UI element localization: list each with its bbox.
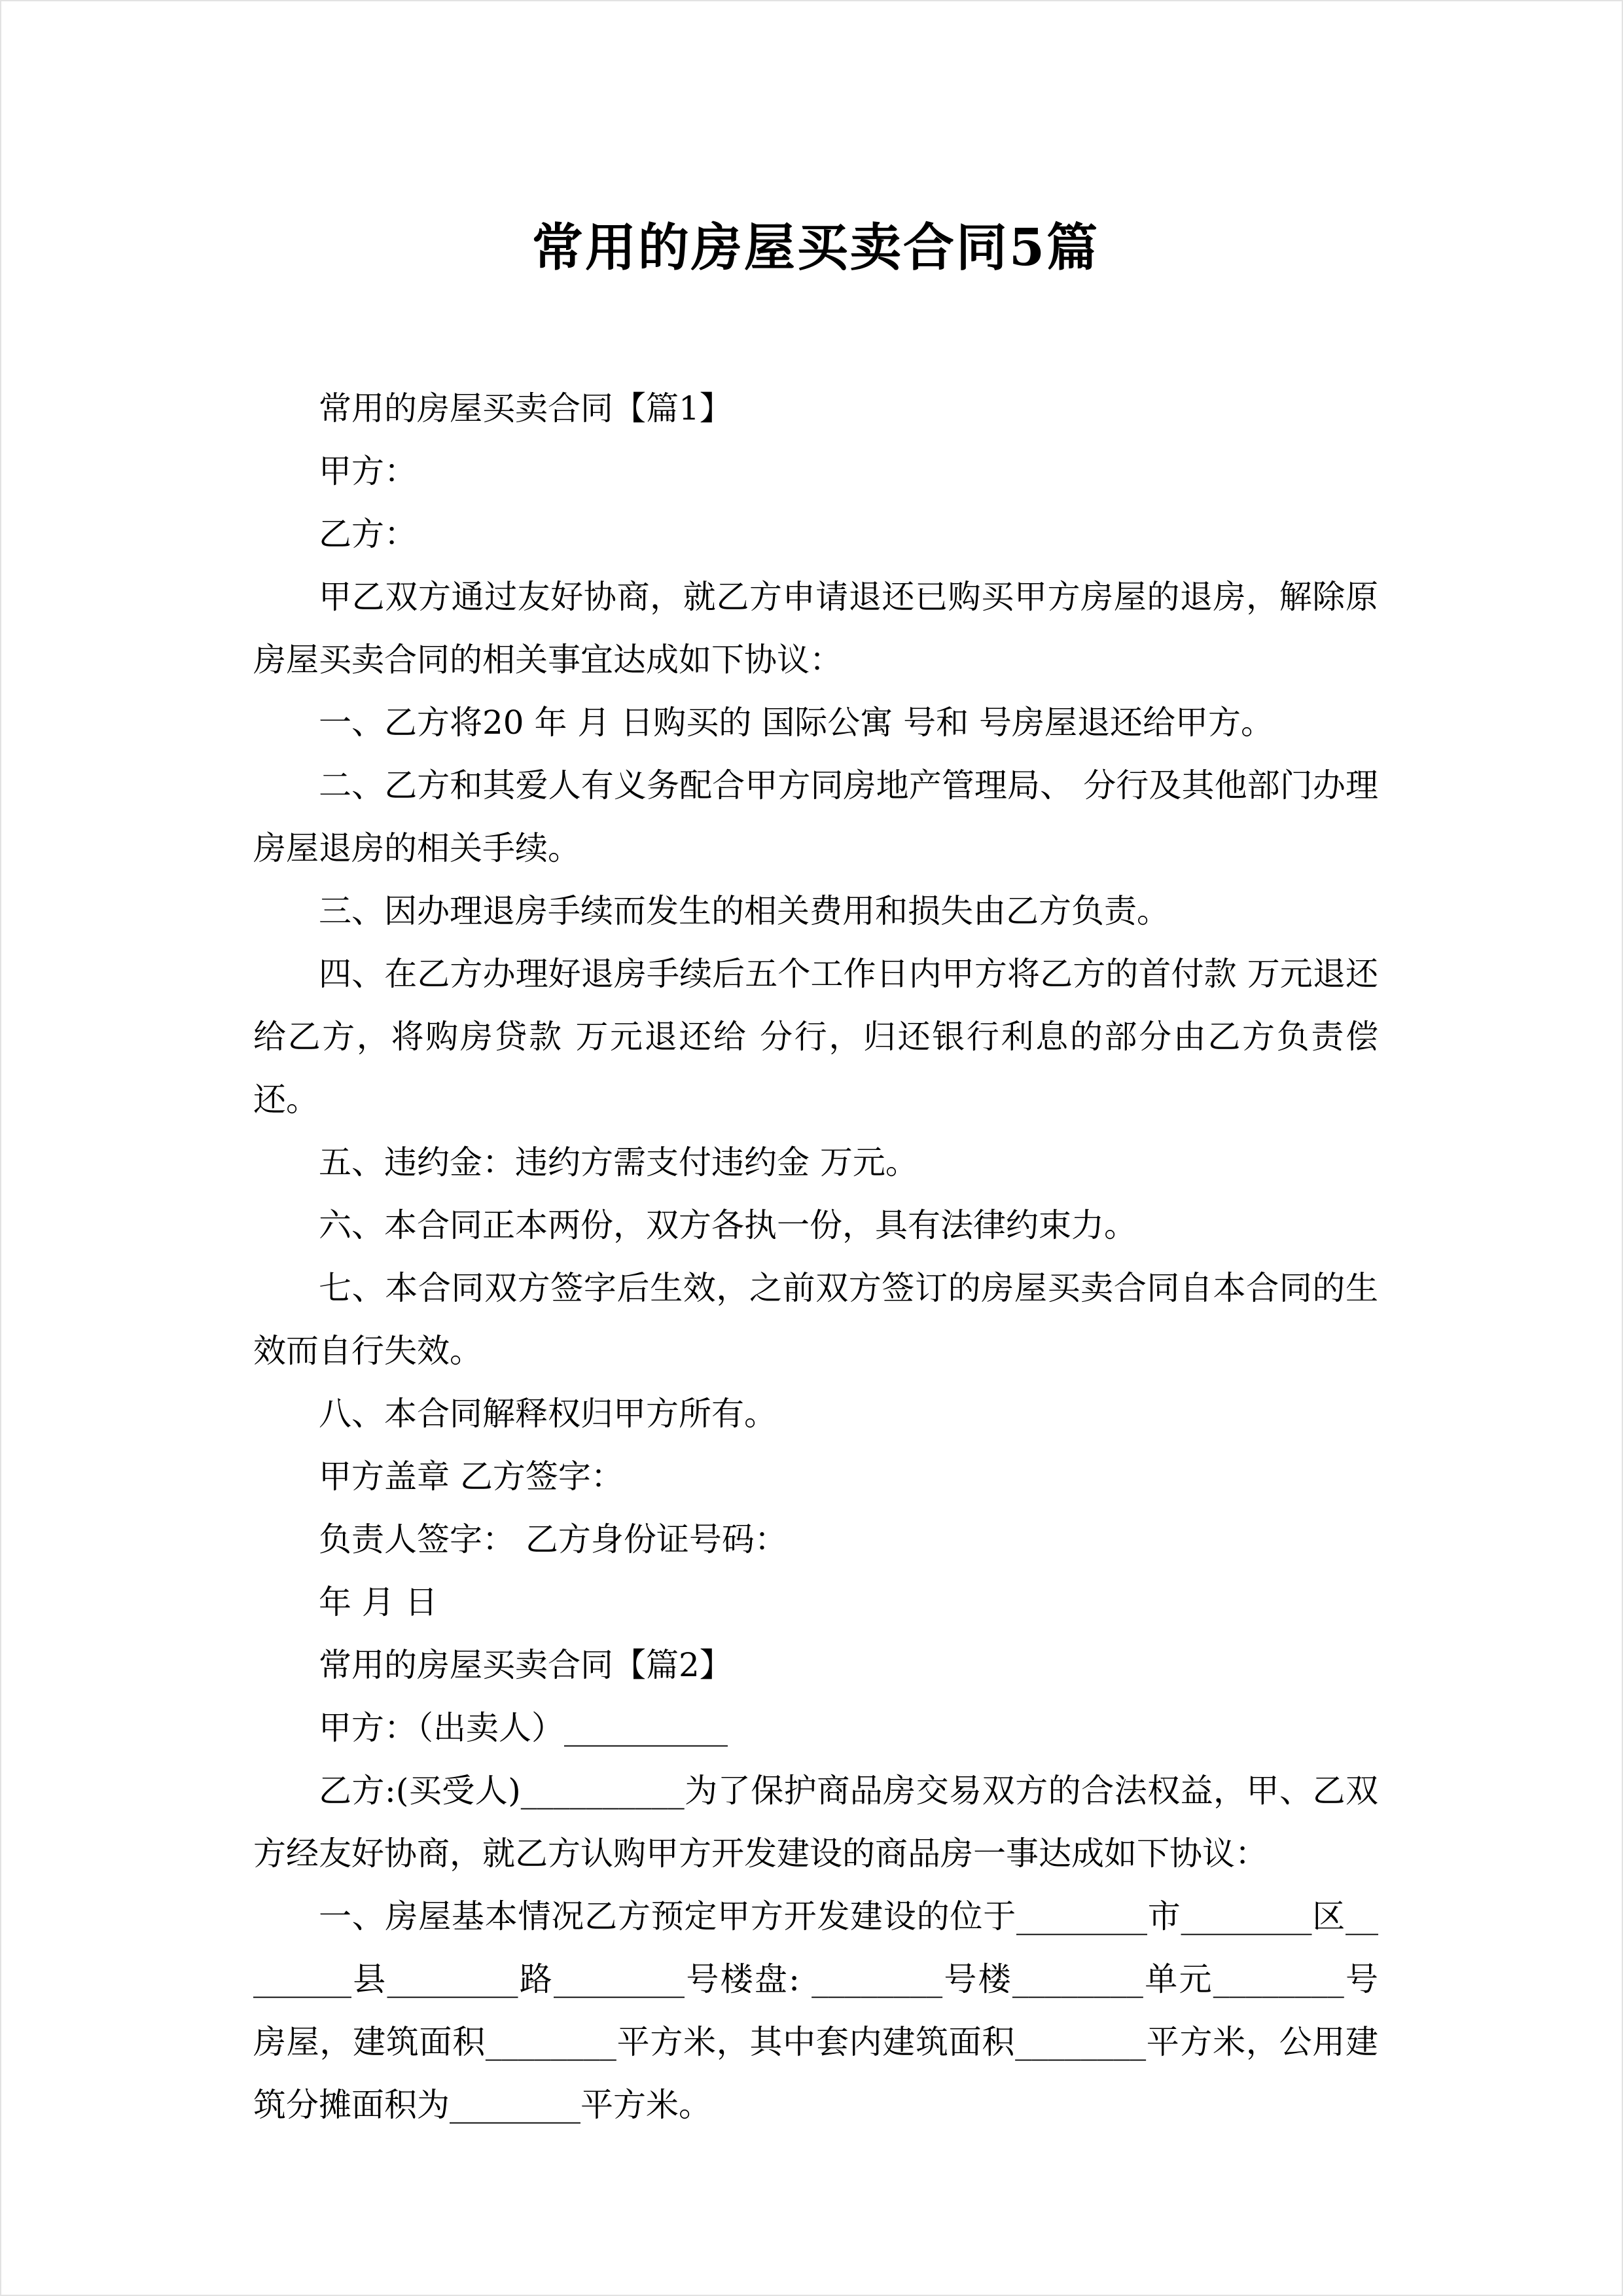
paragraph: 甲方：（出卖人）__________	[319, 1708, 728, 1747]
paragraph: 八、本合同解释权归甲方所有。	[319, 1394, 777, 1433]
paragraph: 乙方:(买受人)__________为了保护商品房交易双方的合法权益，甲、乙双方经友好协商，就乙方认购甲方开发建设的商品房一事达成如下协议：	[253, 1771, 1378, 1873]
paragraph: 常用的房屋买卖合同【篇2】	[319, 1645, 732, 1684]
paragraph: 三、因办理退房手续而发生的相关费用和损失由乙方负责。	[319, 891, 1169, 930]
document-body	[253, 377, 1378, 2136]
paragraph: 一、乙方将20 年 月 日购买的 国际公寓 号和 号房屋退还给甲方。	[319, 703, 1274, 742]
paragraph: 四、在乙方办理好退房手续后五个工作日内甲方将乙方的首付款 万元退还给乙方，将购房贷款 万元退还给 分行，归还银行利息的部分由乙方负责偿还。	[253, 954, 1378, 1119]
paragraph: 负责人签字： 乙方身份证号码：	[319, 1520, 787, 1558]
document-title: 常用的房屋买卖合同5篇	[531, 218, 1100, 278]
paragraph: 常用的房屋买卖合同【篇1】	[319, 389, 732, 427]
paragraph: 甲方：	[319, 452, 417, 490]
paragraph: 甲方盖章 乙方签字：	[319, 1457, 624, 1496]
paragraph: 五、违约金：违约方需支付违约金 万元。	[319, 1143, 918, 1181]
paragraph: 年 月 日	[319, 1583, 438, 1621]
paragraph: 六、本合同正本两份，双方各执一份，具有法律约束力。	[319, 1206, 1137, 1244]
paragraph: 二、乙方和其爱人有义务配合甲方同房地产管理局、 分行及其他部门办理房屋退房的相关手续。	[253, 766, 1378, 867]
paragraph: 甲乙双方通过友好协商，就乙方申请退还已购买甲方房屋的退房，解除原房屋买卖合同的相关事宜达成如下协议：	[253, 577, 1378, 679]
paragraph: 一、房屋基本情况乙方预定甲方开发建设的位于________市________区________县________路________号楼盘: ________号楼________单元________号房屋，建筑面积________平方米，其中套内建筑面积________平方米，公用建筑分摊面积为________平方米。	[253, 1897, 1378, 2124]
paragraph: 七、本合同双方签字后生效，之前双方签订的房屋买卖合同自本合同的生效而自行失效。	[253, 1268, 1378, 1370]
paragraph: 乙方：	[319, 514, 417, 553]
